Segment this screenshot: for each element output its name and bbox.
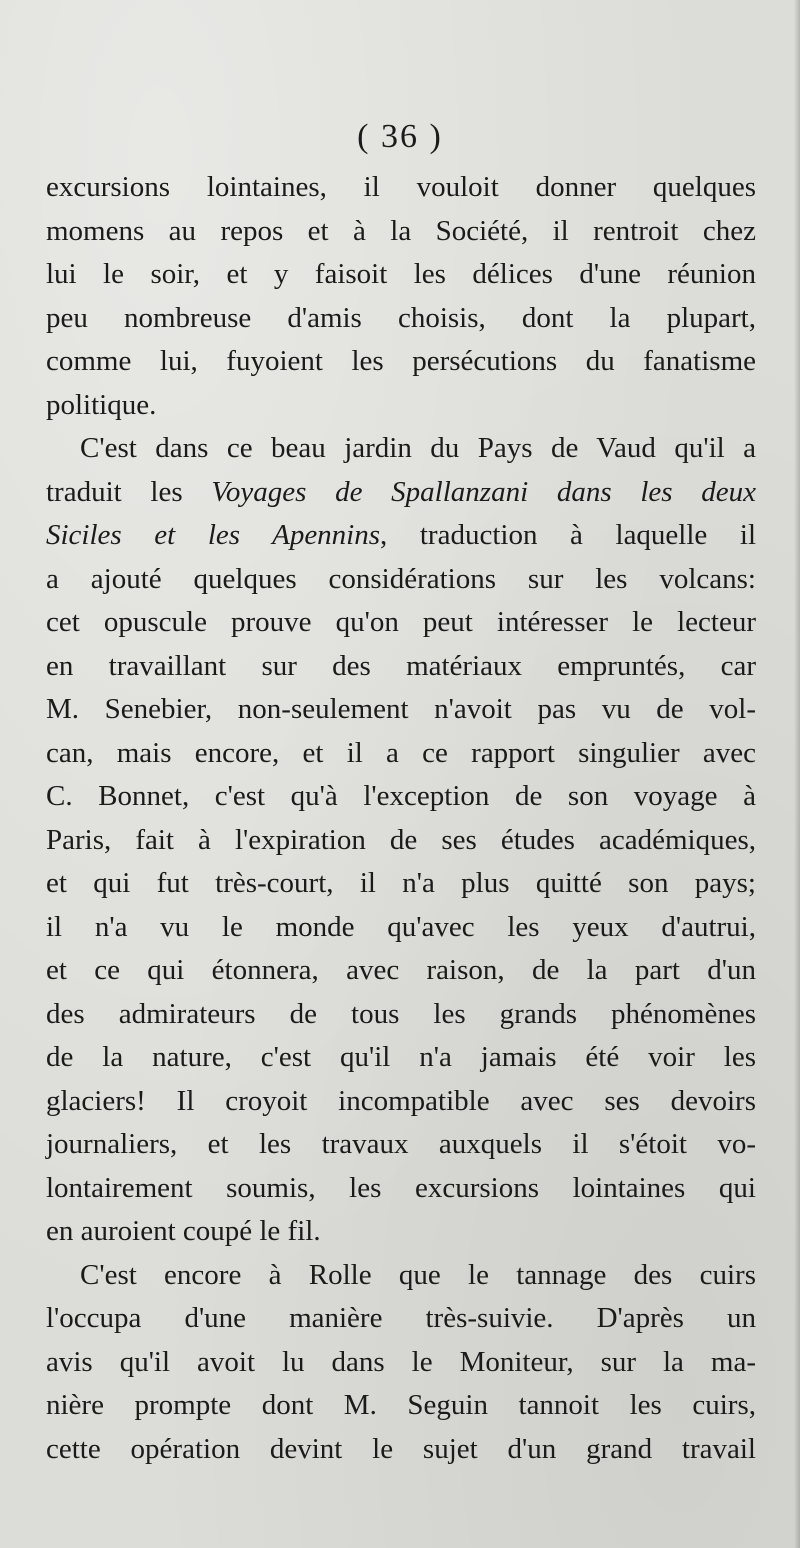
text-line: lui le soir, et y faisoit les délices d'une réunion (46, 258, 756, 290)
text-line: en travaillant sur des matériaux empruntés, car (46, 649, 756, 682)
text-line: avis qu'il avoit lu dans le Moniteur, sur la ma- (46, 1345, 756, 1378)
text-line (46, 514, 756, 558)
body-text (46, 166, 756, 1471)
text-line: en auroient coupé le fil. (46, 1215, 321, 1247)
text-line: cette opération devint le sujet d'un grand travail (46, 1432, 756, 1465)
text-line: glaciers! Il croyoit incompatible avec ses devoirs (46, 1084, 756, 1117)
paragraph-first-line: C'est dans ce beau jardin du Pays de Vaud qu'il a (80, 432, 756, 464)
text-segment: traduit les (46, 475, 212, 508)
text-line: lontairement soumis, les excursions lointaines qui (46, 1171, 756, 1204)
text-line: momens au repos et à la Société, il rentroit chez (46, 214, 756, 247)
text-line: nière prompte dont M. Seguin tannoit les cuirs, (46, 1389, 756, 1421)
text-line: peu nombreuse d'amis choisis, dont la plupart, (46, 301, 756, 334)
text-line: journaliers, et les travaux auxquels il s'étoit vo- (46, 1128, 756, 1160)
text-line: M. Senebier, non-seulement n'avoit pas vu de vol- (46, 693, 756, 725)
text-line: a ajouté quelques considérations sur les volcans: (46, 562, 756, 595)
text-line: Paris, fait à l'expiration de ses études académiques, (46, 823, 756, 856)
text-line: cet opuscule prouve qu'on peut intéresser le lecteur (46, 606, 756, 638)
text-line: et ce qui étonnera, avec raison, de la part d'un (46, 954, 756, 986)
book-title-italic: Voyages de Spallanzani dans les deux (211, 475, 756, 508)
page-number: ( 36 ) (357, 118, 443, 155)
text-line: comme lui, fuyoient les persécutions du fanatisme (46, 345, 756, 377)
text-line: des admirateurs de tous les grands phénomènes (46, 997, 756, 1030)
page-edge-shadow (794, 0, 800, 1548)
text-segment: , traduction à laquelle il (380, 519, 756, 551)
paragraph-first-line: C'est encore à Rolle que le tannage des cuirs (80, 1258, 756, 1291)
text-line: et qui fut très-court, il n'a plus quitté son pays; (46, 867, 756, 899)
book-title-italic: Siciles et les Apennins (46, 519, 381, 551)
text-line: excursions lointaines, il vouloit donner quelques (46, 171, 756, 203)
text-line: l'occupa d'une manière très-suivie. D'après un (46, 1302, 756, 1334)
text-line (46, 471, 756, 515)
text-line: C. Bonnet, c'est qu'à l'exception de son voyage à (46, 780, 756, 812)
text-line: can, mais encore, et il a ce rapport singulier avec (46, 736, 756, 769)
text-line: il n'a vu le monde qu'avec les yeux d'autrui, (46, 910, 756, 943)
text-line: de la nature, c'est qu'il n'a jamais été voir les (46, 1041, 756, 1073)
text-line: politique. (46, 388, 157, 421)
